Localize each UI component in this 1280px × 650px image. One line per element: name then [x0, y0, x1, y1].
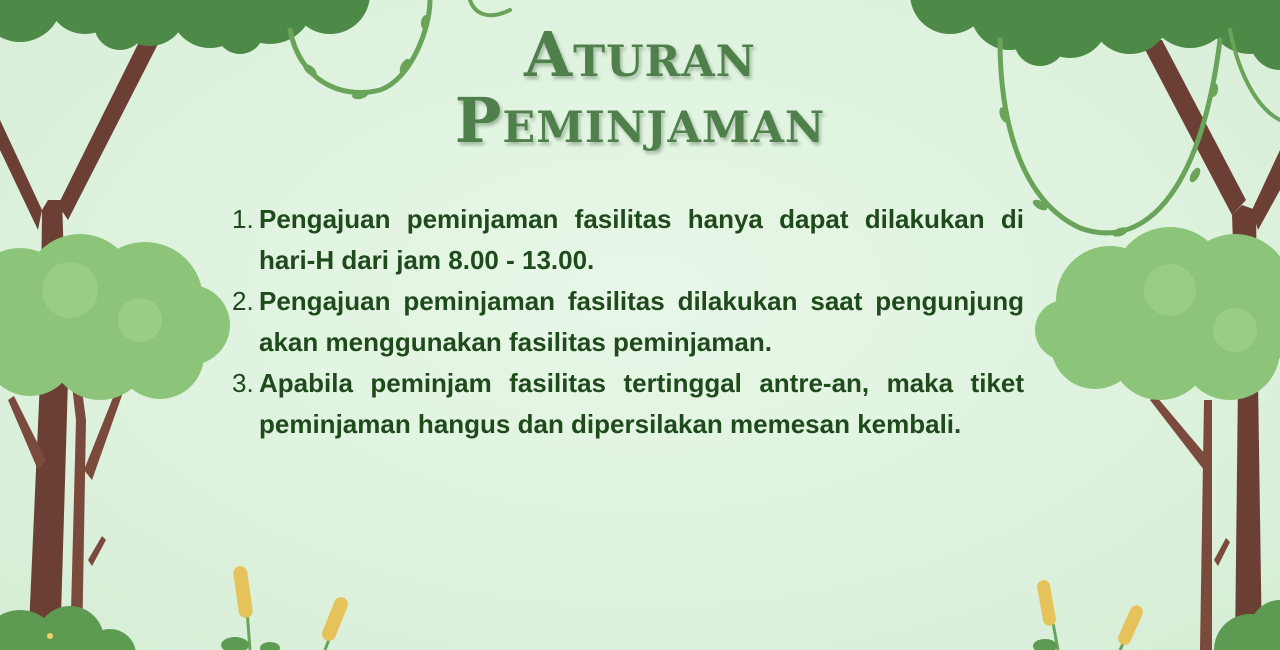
rules-list: [226, 199, 1024, 445]
right-reeds-icon: [1033, 579, 1145, 650]
left-reeds-icon: [221, 565, 350, 650]
rule-item: [226, 363, 1024, 445]
rule-text: Pengajuan peminjaman fasilitas dilakukan saat pengunjung akan menggunakan fasilitas peminjaman.: [259, 286, 1024, 357]
rule-number: 1.: [232, 204, 254, 234]
title-line-1: Aturan: [523, 18, 756, 91]
rule-text: Apabila peminjam fasilitas tertinggal antre-an, maka tiket peminjaman hangus dan dipersilakan memesan kembali.: [259, 368, 1024, 439]
page-title: [340, 18, 940, 157]
title-line-2: Peminjaman: [454, 84, 826, 157]
rule-number: 3.: [232, 368, 254, 398]
rule-item: [226, 281, 1024, 363]
rule-number: 2.: [232, 286, 254, 316]
rule-item: [226, 199, 1024, 281]
rule-text: Pengajuan peminjaman fasilitas hanya dapat dilakukan di hari-H dari jam 8.00 - 13.00.: [259, 204, 1024, 275]
